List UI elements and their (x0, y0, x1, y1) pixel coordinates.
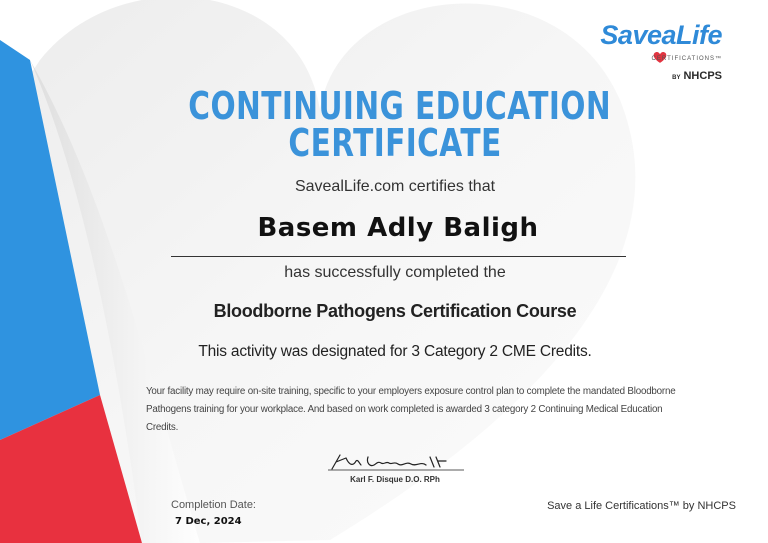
savealife-logo (596, 18, 746, 88)
completion-date-label: Completion Date: (171, 499, 256, 511)
course-title: Bloodborne Pathogens Certification Course (213, 301, 577, 321)
logo-certifications: CERTIFICATIONS™ (651, 56, 722, 62)
completion-date-value: 7 Dec, 2024 (175, 516, 242, 527)
logo-by-nhcps: BY NHCPS (672, 70, 722, 82)
completed-text: has successfully completed the (284, 264, 506, 281)
name-underline (171, 256, 626, 257)
certificate-title-line1: CONTINUING EDUCATION (188, 84, 612, 128)
signature-image (326, 449, 466, 475)
certifies-text: SavealLife.com certifies that (294, 178, 496, 195)
signer-name: Karl F. Disque D.O. RPh (350, 475, 440, 484)
credits-statement: This activity was designated for 3 Category 2 CME Credits. (198, 343, 592, 360)
issuer-footer: Save a Life Certifications™ by NHCPS (547, 500, 736, 512)
fine-print: Your facility may require on-site training, specific to your employers exposure control plan to complete the mandated Bloodborne Pathogens training for your workplace. And based on work completed is awarded 3 category 2 Continuing Medical Education Credits. (146, 386, 676, 433)
certificate-title-line2: CERTIFICATE (288, 121, 502, 165)
logo-brand: SaveaLife (600, 20, 722, 50)
recipient-name: Basem Adly Baligh (257, 213, 539, 243)
